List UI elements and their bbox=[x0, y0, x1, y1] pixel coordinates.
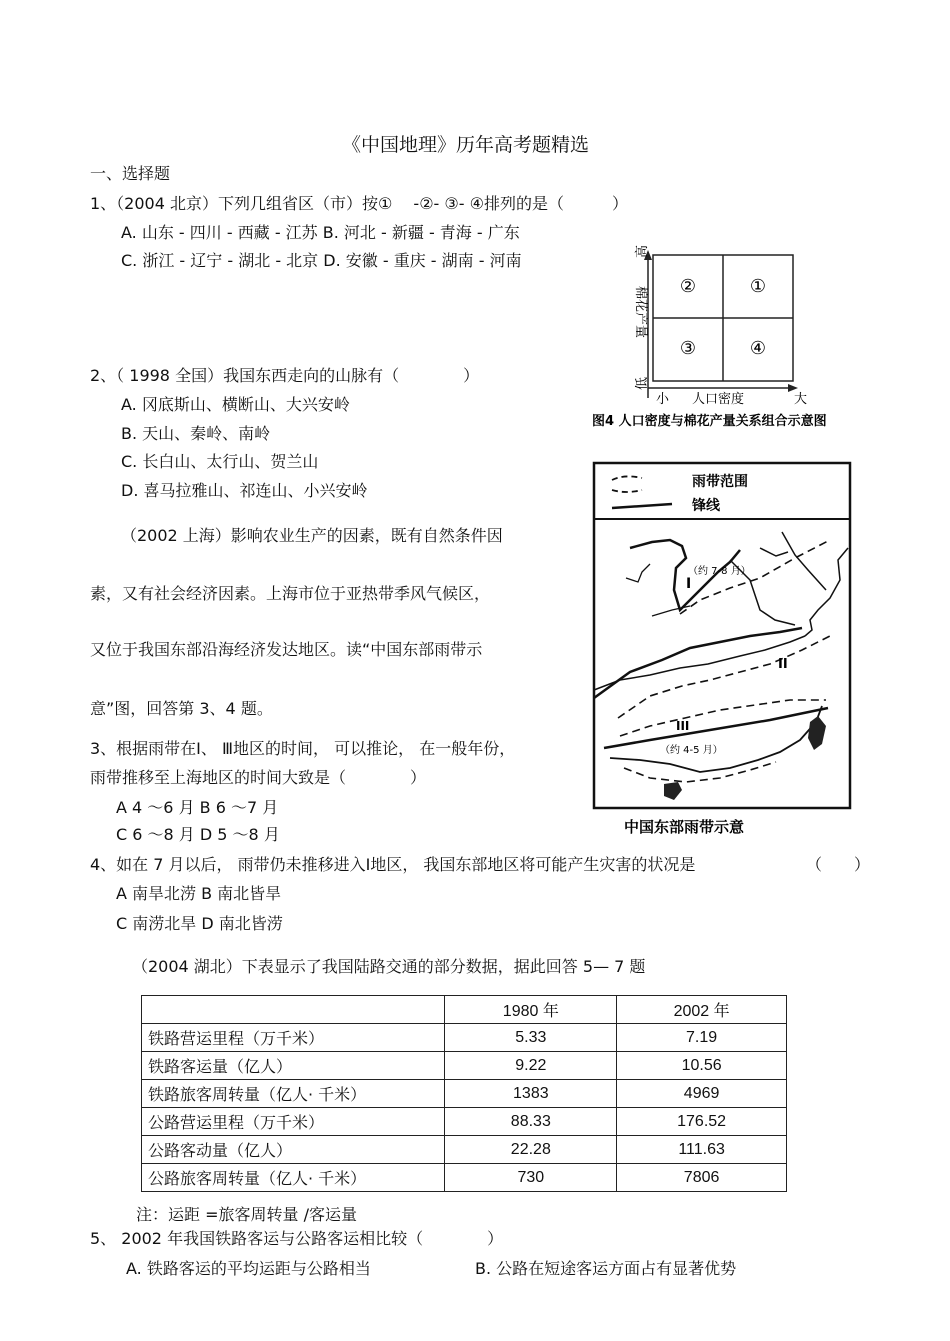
region-III-time: （约 4-5 月） bbox=[660, 745, 723, 756]
region-I-label: I bbox=[686, 576, 692, 592]
question-2-stem: 2、（ 1998 全国）我国东西走向的山脉有（ ） bbox=[90, 366, 480, 385]
rain-map-caption: 中国东部雨带示意 bbox=[624, 818, 745, 836]
legend-front-label: 锋线 bbox=[692, 498, 720, 514]
y-axis-label: 棉花产量 bbox=[633, 286, 648, 339]
intro-5-7: （2004 湖北）下表显示了我国陆路交通的部分数据，据此回答 5— 7 题 bbox=[132, 957, 646, 976]
quadrant-label: ③ bbox=[679, 338, 697, 359]
table-cell: 176.52 bbox=[617, 1108, 787, 1136]
table-cell-label: 公路营运里程（万千米） bbox=[142, 1108, 445, 1136]
table-header-cell: 2002 年 bbox=[617, 996, 787, 1024]
table-cell: 1383 bbox=[445, 1080, 617, 1108]
table-cell-label: 铁路营运里程（万千米） bbox=[142, 1024, 445, 1052]
figure-4-caption: 图4 人口密度与棉花产量关系组合示意图 bbox=[592, 414, 827, 429]
legend-range-label: 雨带范围 bbox=[692, 474, 748, 490]
section-heading: 一、选择题 bbox=[90, 164, 171, 183]
question-3-options-ab: A 4 ～6 月 B 6 ～7 月 bbox=[116, 798, 279, 817]
question-2-option-d: D. 喜马拉雅山、祁连山、小兴安岭 bbox=[121, 481, 368, 500]
region-III-label: III bbox=[676, 719, 690, 733]
rain-belt-map bbox=[590, 460, 855, 840]
intro-3-4-line-3: 又位于我国东部沿海经济发达地区。读“中国东部雨带示 bbox=[90, 640, 483, 659]
question-4-options-cd: C 南涝北旱 D 南北皆涝 bbox=[116, 914, 283, 933]
x-large-label: 大 bbox=[794, 392, 808, 407]
table-cell: 88.33 bbox=[445, 1108, 617, 1136]
question-4-options-ab: A 南旱北涝 B 南北皆旱 bbox=[116, 884, 282, 903]
question-1-options-ab: A. 山东 - 四川 - 西藏 - 江苏 B. 河北 - 新疆 - 青海 - 广东 bbox=[121, 223, 520, 242]
table-cell: 7806 bbox=[617, 1164, 787, 1192]
question-1-stem: 1、（2004 北京）下列几组省区（市）按① -②- ③- ④排列的是（ ） bbox=[90, 194, 628, 213]
intro-3-4-line-4: 意”图，回答第 3、4 题。 bbox=[90, 699, 273, 718]
table-header-cell: 1980 年 bbox=[445, 996, 617, 1024]
table-cell: 10.56 bbox=[617, 1052, 787, 1080]
question-1-options-cd: C. 浙江 - 辽宁 - 湖北 - 北京 D. 安徽 - 重庆 - 湖南 - 河南 bbox=[121, 251, 522, 270]
table-cell-label: 铁路旅客周转量（亿人· 千米） bbox=[142, 1080, 445, 1108]
table-cell: 111.63 bbox=[617, 1136, 787, 1164]
x-small-label: 小 bbox=[656, 392, 670, 407]
table-row bbox=[142, 1136, 787, 1164]
table-cell: 7.19 bbox=[617, 1024, 787, 1052]
question-4-stem: 4、如在 7 月以后， 雨带仍未推移进入Ⅰ地区， 我国东部地区将可能产生灾害的状况是 bbox=[90, 855, 696, 874]
table-row bbox=[142, 1080, 787, 1108]
quadrant-label: ④ bbox=[749, 338, 767, 359]
question-4-answer-paren: （ ） bbox=[806, 855, 871, 874]
table-row bbox=[142, 1024, 787, 1052]
table-note: 注：运距 =旅客周转量 /客运量 bbox=[136, 1205, 357, 1224]
table-cell: 9.22 bbox=[445, 1052, 617, 1080]
quadrant-label: ② bbox=[679, 276, 697, 297]
question-2-option-a: A. 冈底斯山、横断山、大兴安岭 bbox=[121, 395, 350, 414]
question-5-option-a: A. 铁路客运的平均运距与公路相当 bbox=[126, 1259, 371, 1278]
x-axis-label: 人口密度 bbox=[692, 392, 745, 407]
x-axis-arrow-icon bbox=[788, 384, 798, 392]
question-2-option-c: C. 长白山、太行山、贺兰山 bbox=[121, 452, 319, 471]
quadrant-label: ① bbox=[749, 276, 767, 297]
y-low-label: 低 bbox=[635, 376, 650, 390]
table-row bbox=[142, 1052, 787, 1080]
region-II-label: II bbox=[778, 657, 788, 672]
question-3-options-cd: C 6 ～8 月 D 5 ～8 月 bbox=[116, 825, 280, 844]
page-title: 《中国地理》历年高考题精选 bbox=[342, 134, 590, 156]
table-cell: 5.33 bbox=[445, 1024, 617, 1052]
figure-4-diagram bbox=[590, 240, 870, 435]
intro-3-4-line-1: （2002 上海）影响农业生产的因素，既有自然条件因 bbox=[121, 526, 503, 545]
table-cell: 22.28 bbox=[445, 1136, 617, 1164]
question-5-stem: 5、 2002 年我国铁路客运与公路客运相比较（ ） bbox=[90, 1229, 504, 1248]
table-cell-label: 公路客动量（亿人） bbox=[142, 1136, 445, 1164]
table-row bbox=[142, 1164, 787, 1192]
question-2-option-b: B. 天山、秦岭、南岭 bbox=[121, 424, 271, 443]
table-cell: 4969 bbox=[617, 1080, 787, 1108]
question-5-option-b: B. 公路在短途客运方面占有显著优势 bbox=[475, 1259, 737, 1278]
table-row bbox=[142, 1108, 787, 1136]
table-header-row bbox=[142, 996, 787, 1024]
question-3-stem-line-2: 雨带推移至上海地区的时间大致是（ ） bbox=[90, 768, 427, 787]
intro-3-4-line-2: 素，又有社会经济因素。上海市位于亚热带季风气候区， bbox=[90, 584, 491, 603]
table-cell: 730 bbox=[445, 1164, 617, 1192]
y-high-label: 高 bbox=[635, 244, 650, 258]
table-header-cell bbox=[142, 996, 445, 1024]
question-3-stem-line-1: 3、根据雨带在Ⅰ、 Ⅲ地区的时间， 可以推论， 在一般年份， bbox=[90, 739, 516, 758]
table-cell-label: 铁路客运量（亿人） bbox=[142, 1052, 445, 1080]
transport-data-table bbox=[141, 995, 787, 1192]
region-I-time: （约 7-8 月） bbox=[688, 566, 751, 577]
table-cell-label: 公路旅客周转量（亿人· 千米） bbox=[142, 1164, 445, 1192]
map-frame bbox=[594, 463, 850, 808]
